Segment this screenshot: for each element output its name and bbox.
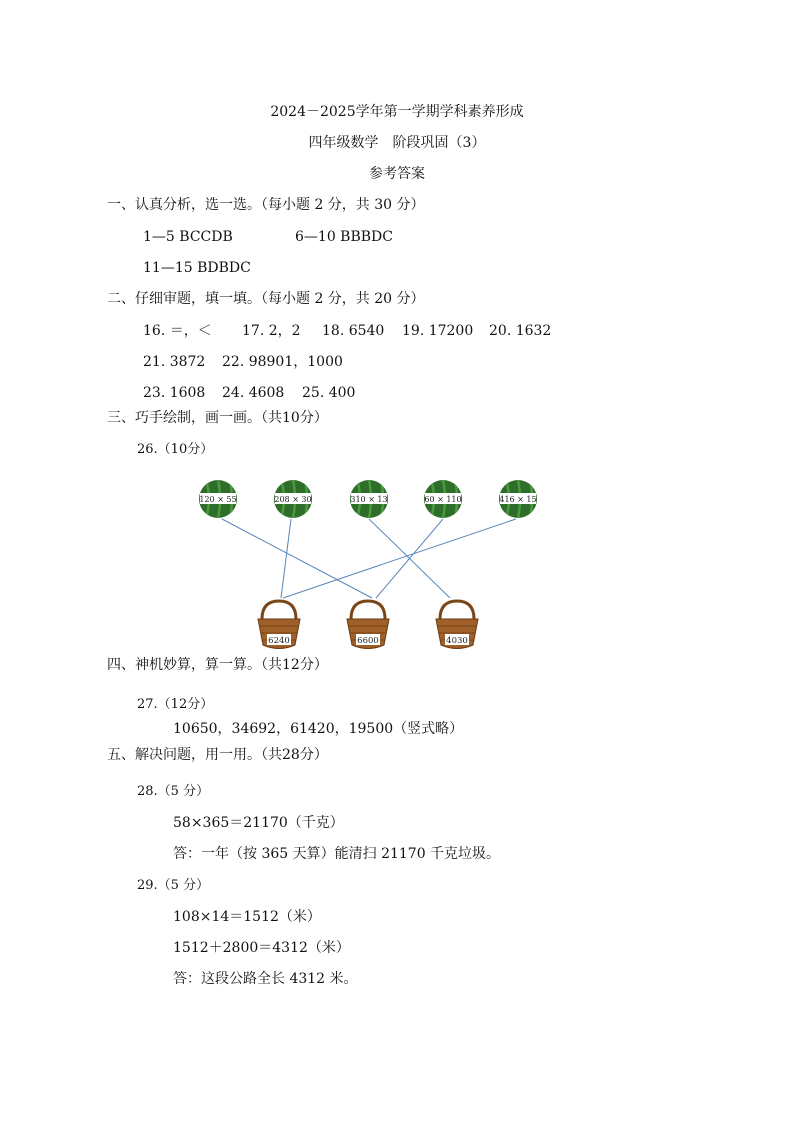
match-line-208x30	[281, 519, 291, 598]
answer-29-equation-1: 108×14＝1512（米）	[173, 909, 321, 925]
answer-29-equation-2: 1512＋2800＝4312（米）	[173, 940, 350, 956]
melon-expr-5: 416 × 15	[499, 495, 537, 504]
answer-16: 16. ＝，＜	[143, 323, 212, 339]
watermelon-5	[499, 480, 537, 518]
question-29-label: 29.（5 分）	[137, 878, 210, 893]
watermelon-4	[424, 480, 462, 518]
answer-18: 18. 6540	[322, 323, 385, 339]
watermelon-1	[199, 480, 237, 518]
doc-title-line2: 四年级数学 阶段巩固（3）	[308, 135, 486, 151]
answer-25: 25. 400	[302, 385, 356, 401]
answer-19: 19. 17200	[402, 323, 474, 339]
melon-expr-2: 208 × 30	[274, 495, 312, 504]
answer-6-10: 6—10 BBBDC	[295, 229, 393, 245]
section4-title: 四、神机妙算，算一算。（共12分）	[107, 657, 328, 673]
melon-expr-3: 310 × 13	[350, 495, 388, 504]
answer-28-statement: 答：一年（按 365 天算）能清扫 21170 千克垃圾。	[173, 846, 501, 862]
basket-value-3: 4030	[446, 636, 468, 646]
answer-21: 21. 3872	[143, 354, 206, 370]
basket-1	[258, 601, 300, 649]
question-28-label: 28.（5 分）	[137, 784, 210, 799]
basket-value-2: 6600	[357, 636, 379, 646]
question-26-label: 26.（10分）	[137, 442, 214, 457]
answer-17: 17. 2，2	[242, 323, 301, 339]
doc-title-line1: 2024－2025学年第一学期学科素养形成	[270, 104, 524, 120]
melon-expr-1: 120 × 55	[199, 495, 237, 504]
doc-title-line3: 参考答案	[369, 166, 425, 182]
question-27-label: 27.（12分）	[137, 697, 214, 712]
basket-3	[436, 601, 478, 649]
watermelon-2	[274, 480, 312, 518]
answer-22: 22. 98901，1000	[222, 354, 343, 370]
section2-title: 二、仔细审题，填一填。（每小题 2 分，共 20 分）	[107, 291, 425, 307]
basket-value-1: 6240	[268, 636, 290, 646]
match-line-416x15	[283, 519, 516, 598]
answer-11-15: 11—15 BDBDC	[143, 260, 251, 276]
section5-title: 五、解决问题，用一用。（共28分）	[107, 747, 328, 763]
answer-20: 20. 1632	[489, 323, 552, 339]
watermelon-3	[350, 480, 388, 518]
melon-expr-4: 60 × 110	[424, 495, 462, 504]
answer-27: 10650，34692，61420，19500（竖式略）	[173, 721, 464, 737]
basket-2	[347, 601, 389, 649]
section1-title: 一、认真分析，选一选。（每小题 2 分，共 30 分）	[107, 197, 425, 213]
answer-24: 24. 4608	[222, 385, 285, 401]
match-line-120x55	[222, 519, 372, 598]
section3-title: 三、巧手绘制，画一画。（共10分）	[107, 410, 328, 426]
answer-28-equation: 58×365＝21170（千克）	[173, 815, 344, 831]
answer-1-5: 1—5 BCCDB	[143, 229, 233, 245]
matching-lines	[222, 519, 516, 598]
match-line-60x110	[376, 519, 443, 598]
answer-29-statement: 答：这段公路全长 4312 米。	[173, 971, 358, 987]
answer-23: 23. 1608	[143, 385, 206, 401]
